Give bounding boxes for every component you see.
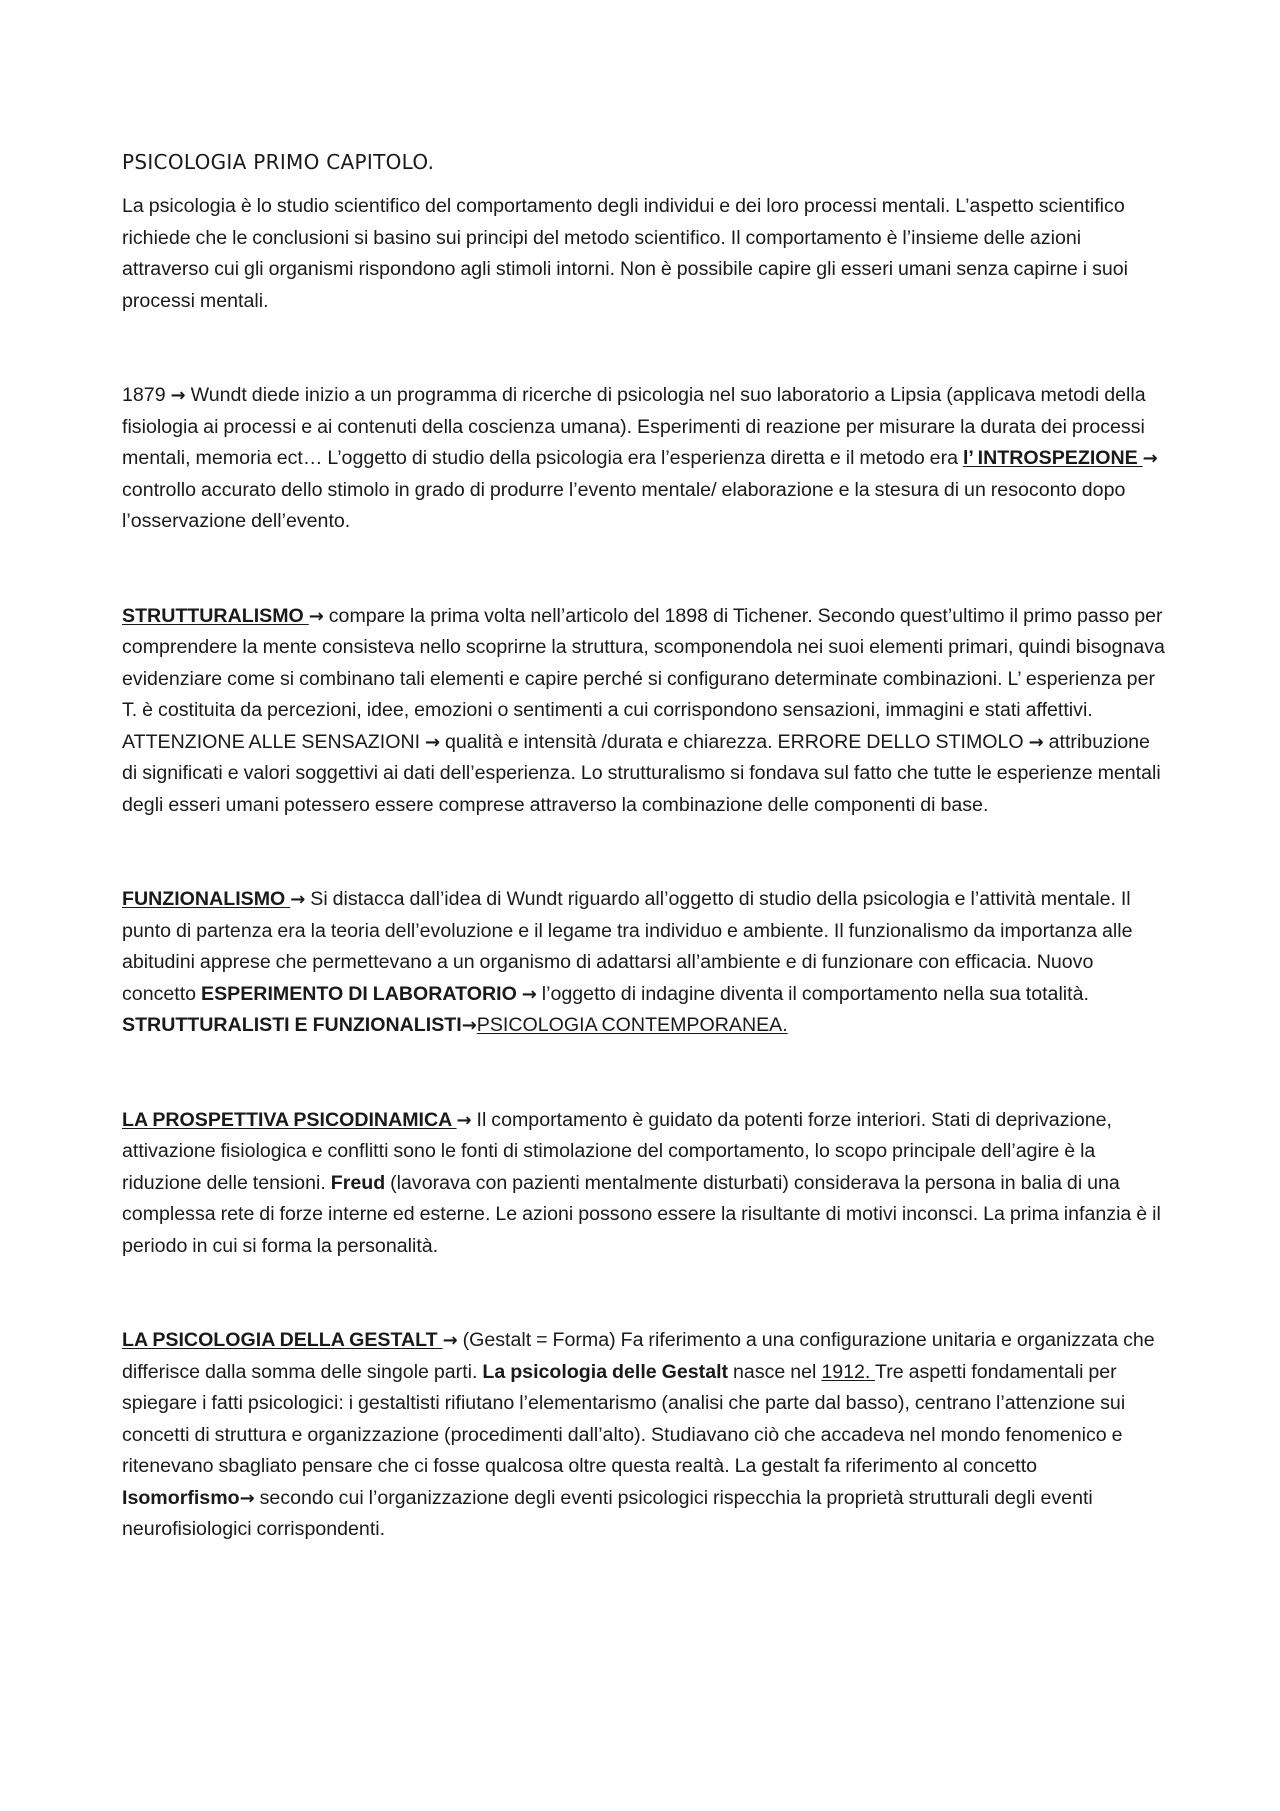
funzionalismo-heading: FUNZIONALISMO [122,888,291,910]
strutturalismo-heading: STRUTTURALISMO [122,604,309,627]
isomorfismo-term: Isomorfismo [122,1486,240,1509]
arrow-right-icon: → [425,731,441,753]
psicodinamica-text-1: Il comportamento è guidato da potenti forze interiori. Stati di deprivazione, attivazione fisiologica e conflitti sono le fonti di stimolazione del comportamento, lo scopo principale dell’agire è la riduzione delle tensioni. [122,1108,1112,1194]
strutturalismo-text-1: compare la prima volta nell’articolo del 1898 di Tichener. Secondo quest’ultimo il primo passo per comprendere la mente consisteva nello scoprirne la struttura, scomponendola nei suoi elementi primari, quindi bisognava evidenziare come si combinano tali elementi e capire perché si configurano determinate combinazioni. L’ esperienza per T. è costituita da percezioni, idee, emozioni o sentimenti a cui corrispondono sensazioni, immagini e stati affettivi. ATTENZIONE ALLE SENSAZIONI [122,604,1165,753]
document-page [122,150,1167,1546]
arrow-right-icon: → [1142,448,1158,469]
psicodinamica-paragraph [122,1105,1167,1263]
arrow-right-icon: → [290,889,306,910]
document-title: PSICOLOGIA PRIMO CAPITOLO. [122,150,435,174]
strutturalismo-text-3: attribuzione di significati e valori soggettivi ai dati dell’esperienza. Lo strutturalismo si fondava sul fatto che tutte le esperienze mentali degli esseri umani potessero essere comprese attraverso la combinazione delle componenti di base. [122,730,1161,816]
esperimento-term: ESPERIMENTO DI LABORATORIO [201,982,522,1005]
intro-paragraph [122,191,1167,317]
wundt-paragraph [122,380,1167,538]
gestalt-text-4: secondo cui l’organizzazione degli eventi psicologici rispecchia la proprietà strutturali degli eventi neurofisiologici corrispondenti. [122,1486,1093,1540]
funzionalismo-text-1: Si distacca dall’idea di Wundt riguardo all’oggetto di studio della psicologia e l’attività mentale. Il punto di partenza era la teoria dell’evoluzione e il legame tra individuo e ambiente. Il funzionalismo da importanza alle abitudini apprese che permettevano a un organismo di adattarsi all’ambiente e di funzionare con efficacia. Nuovo concetto [122,888,1133,1005]
gestalt-year: 1912. [821,1360,875,1383]
arrow-right-icon: → [461,1015,477,1036]
arrow-right-icon: → [456,1109,472,1131]
funzionalismo-text-2: l’oggetto di indagine diventa il comportamento nella sua totalità. [536,982,1089,1005]
strutturalisti-funzionalisti-term: STRUTTURALISTI E FUNZIONALISTI [122,1014,462,1036]
intro-text: La psicologia è lo studio scientifico del comportamento degli individui e dei loro processi mentali. L’aspetto scientifico richiede che le conclusioni si basino sui principi del metodo scientifico. Il comportamento è l’insieme delle azioni attraverso cui gli organismi rispondono agli stimoli intorni. Non è possibile capire gli esseri umani senza capirne i suoi processi mentali. [122,195,1129,312]
arrow-right-icon: → [308,605,324,627]
psicodinamica-text-2: (lavorava con pazienti mentalmente disturbati) considerava la persona in balia di una complessa rete di forze interne ed esterne. Le azioni possono essere la risultante di motivi inconsci. La prima infanzia è il periodo in cui si forma la personalità. [122,1171,1161,1257]
arrow-right-icon: → [1028,731,1044,753]
wundt-year: 1879 [122,384,166,406]
introspezione-term: l’ INTROSPEZIONE [962,447,1143,469]
arrow-right-icon: → [521,983,537,1005]
funzionalismo-paragraph [122,884,1167,1042]
wundt-text-2: controllo accurato dello stimolo in grado di produrre l’evento mentale/ elaborazione e la stesura di un resoconto dopo l’osservazione dell’evento. [122,478,1126,532]
arrow-right-icon: → [239,1487,255,1509]
gestalt-text-3: Tre aspetti fondamentali per spiegare i fatti psicologici: i gestaltisti rifiutano l’elementarismo (analisi che parte dal basso), centrano l’attenzione sui concetti di struttura e organizzazione (procedimenti dall’alto). Studiavano ciò che accadeva nel mondo fenomenico e ritenevano sbagliato pensare che ci fosse qualcosa oltre questa realtà. La gestalt fa riferimento al concetto [122,1360,1126,1477]
psicodinamica-heading: LA PROSPETTIVA PSICODINAMICA [122,1108,457,1131]
strutturalismo-paragraph [122,601,1167,822]
gestalt-heading: LA PSICOLOGIA DELLA GESTALT [122,1329,443,1351]
gestalt-term: La psicologia delle Gestalt [482,1360,729,1383]
freud-term: Freud [330,1171,386,1194]
psicologia-contemporanea-term: PSICOLOGIA CONTEMPORANEA. [476,1014,788,1036]
strutturalismo-text-2: qualità e intensità /durata e chiarezza. ERRORE DELLO STIMOLO [440,730,1029,753]
arrow-right-icon: → [170,385,186,406]
arrow-right-icon: → [442,1330,458,1351]
wundt-text-1: Wundt diede inizio a un programma di ricerche di psicologia nel suo laboratorio a Lipsia (applicava metodi della fisiologia ai processi e ai contenuti della coscienza umana). Esperimenti di reazione per misurare la durata dei processi mentali, memoria ect… L’oggetto di studio della psicologia era l’esperienza diretta e il metodo era [122,384,1146,469]
gestalt-text-1: (Gestalt = Forma) Fa riferimento a una configurazione unitaria e organizzata che differisce dalla somma delle singole parti. [122,1329,1155,1383]
gestalt-text-2: nasce nel [728,1360,822,1383]
gestalt-paragraph [122,1325,1167,1546]
